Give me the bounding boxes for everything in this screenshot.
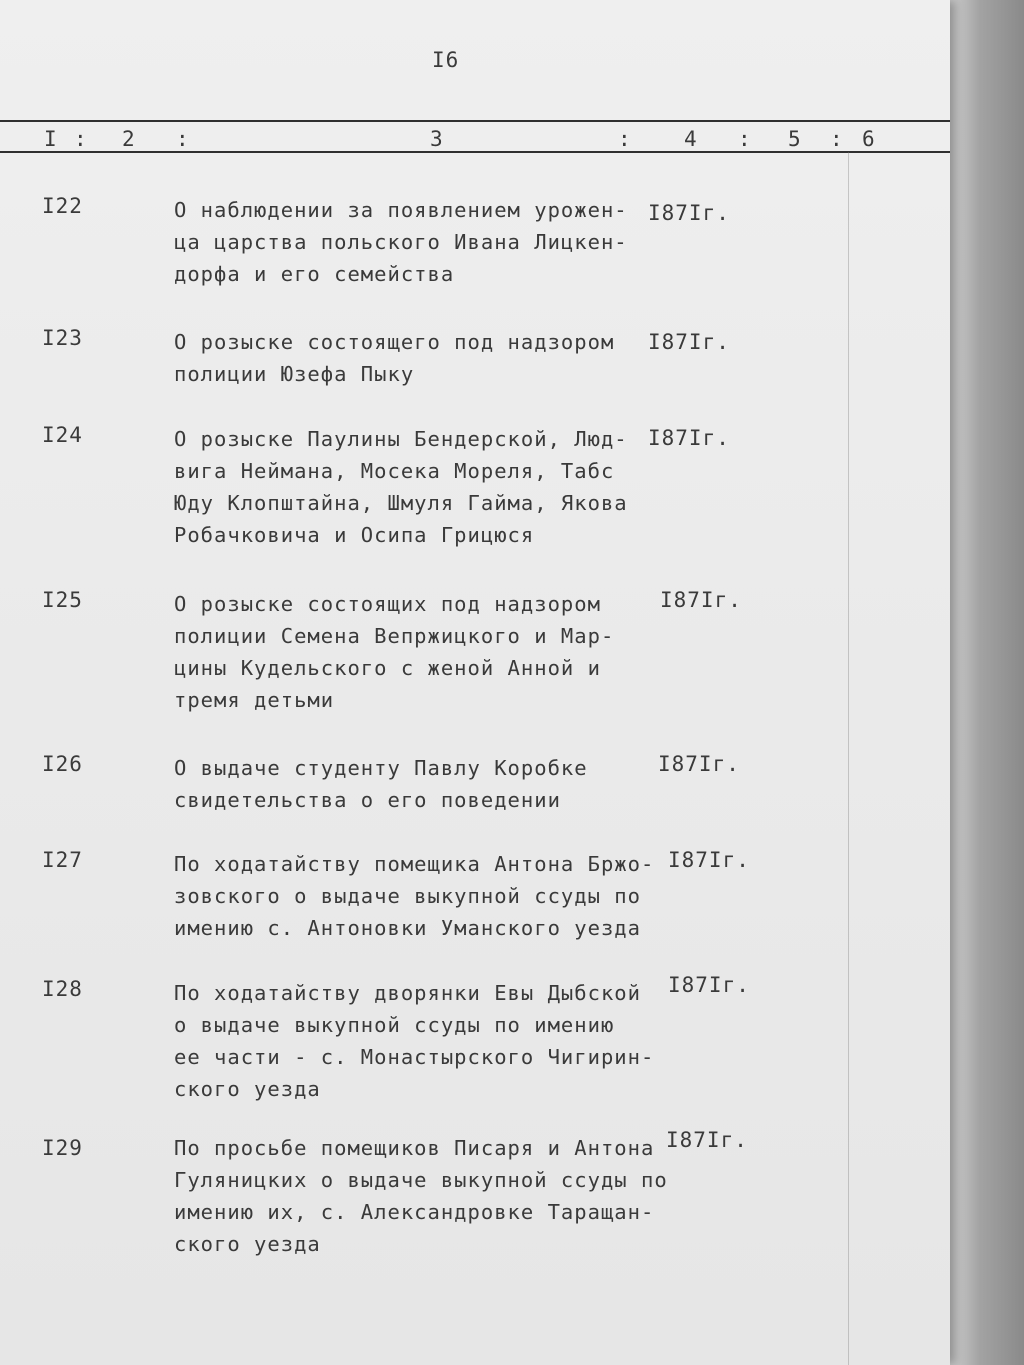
column-header-6: 6 (862, 127, 876, 151)
entry-title (174, 1132, 668, 1260)
entry-number: I25 (42, 588, 83, 612)
entry-title-line: ского уезда (174, 1077, 321, 1101)
entry-title-line: О розыске состоящих под надзором (174, 592, 601, 616)
entry-title (174, 848, 654, 944)
entry-title-line: ского уезда (174, 1232, 321, 1256)
entry-title (174, 423, 654, 551)
entry-title-line: полиции Юзефа Пыку (174, 362, 415, 386)
column-header-1: I (44, 127, 58, 151)
entry-title (174, 194, 654, 290)
entry-year: I87Iг. (668, 973, 750, 997)
entry-title-line: полиции Семена Вепржицкого и Мар- (174, 624, 615, 648)
column-separator: : (738, 127, 752, 151)
entry-title-line: О наблюдении за появлением урожен- (174, 198, 628, 222)
entry-title-line: ца царства польского Ивана Лицкен- (174, 230, 628, 254)
entry-title-line: имению с. Антоновки Уманского уезда (174, 916, 641, 940)
column-separator: : (618, 127, 632, 151)
entry-year: I87Iг. (648, 330, 730, 354)
entry-number: I28 (42, 977, 83, 1001)
entry-number: I22 (42, 194, 83, 218)
page-number: I6 (432, 48, 460, 72)
entry-title (174, 326, 654, 390)
entry-title-line: Гуляницких о выдаче выкупной ссуды по (174, 1168, 668, 1192)
entry-title-line: свидетельства о его поведении (174, 788, 561, 812)
column-header-4: 4 (684, 127, 698, 151)
entry-title-line: о выдаче выкупной ссуды по имению (174, 1013, 615, 1037)
entry-title-line: тремя детьми (174, 688, 335, 712)
entry-title-line: По ходатайству помещика Антона Бржо- (174, 852, 655, 876)
entry-title-line: зовского о выдаче выкупной ссуды по (174, 884, 641, 908)
entry-number: I26 (42, 752, 83, 776)
entry-year: I87Iг. (658, 752, 740, 776)
entry-year: I87Iг. (668, 848, 750, 872)
column-separator: : (74, 127, 88, 151)
entry-title-line: О розыске состоящего под надзором (174, 330, 615, 354)
entry-title-line: Юду Клопштайна, Шмуля Гайма, Якова (174, 491, 628, 515)
entry-title-line: вига Неймана, Мосека Мореля, Табс (174, 459, 615, 483)
entry-title (174, 752, 654, 816)
entry-number: I24 (42, 423, 83, 447)
entry-year: I87Iг. (648, 201, 730, 225)
page-edge-shadow (950, 0, 1024, 1365)
entry-title-line: ее части - с. Монастырского Чигирин- (174, 1045, 655, 1069)
entry-number: I27 (42, 848, 83, 872)
entry-number: I23 (42, 326, 83, 350)
column-header-5: 5 (788, 127, 802, 151)
entry-title-line: цины Кудельского с женой Анной и (174, 656, 601, 680)
column-header-2: 2 (122, 127, 136, 151)
entry-title-line: О выдаче студенту Павлу Коробке (174, 756, 588, 780)
entry-number: I29 (42, 1136, 83, 1160)
column-separator: : (176, 127, 190, 151)
entry-title (174, 977, 654, 1105)
column-header-3: 3 (430, 127, 444, 151)
entry-title-line: Робачковича и Осипа Грицюся (174, 523, 535, 547)
header-rule-top (0, 120, 950, 122)
entry-year: I87Iг. (660, 588, 742, 612)
entry-year: I87Iг. (666, 1128, 748, 1152)
column-separator: : (830, 127, 844, 151)
entry-title-line: имению их, с. Александровке Таращан- (174, 1200, 655, 1224)
entry-title-line: По ходатайству дворянки Евы Дыбской (174, 981, 641, 1005)
column-divider (848, 152, 849, 1365)
entry-title-line: О розыске Паулины Бендерской, Люд- (174, 427, 628, 451)
entry-title-line: По просьбе помещиков Писаря и Антона (174, 1136, 655, 1160)
entry-title-line: дорфа и его семейства (174, 262, 455, 286)
entry-title (174, 588, 654, 716)
entry-year: I87Iг. (648, 426, 730, 450)
header-rule-bottom (0, 151, 950, 153)
